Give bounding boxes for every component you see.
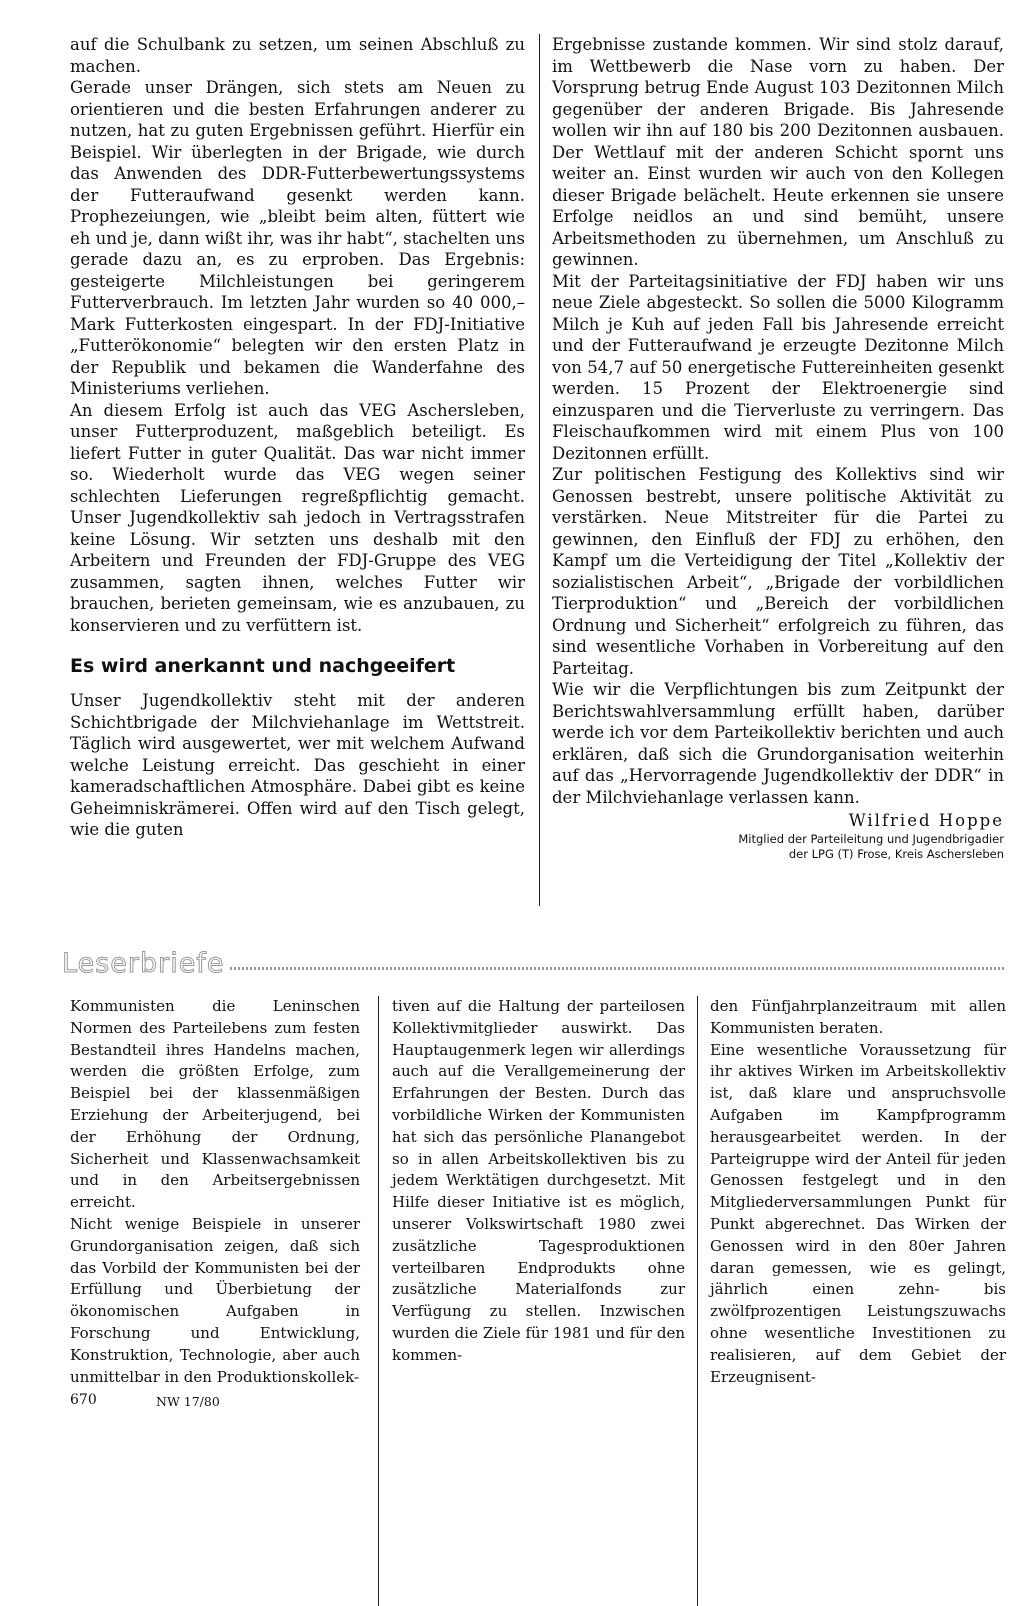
- paragraph: Gerade unser Drängen, sich stets am Neuen zu orientieren und die besten Erfahrungen anderer zu nutzen, hat zu guten Ergebnissen geführt. Hierfür ein Beispiel. Wir überlegten in der Brigade, wie durch das Anwenden des DDR-Futterbewertungssystems der Futteraufwand gesenkt werden kann. Prophezeiungen, wie „bleibt beim alten, füttert wie eh und je, dann wißt ihr, was ihr habt“, stachelten uns gerade dazu an, es zu erproben. Das Ergebnis: gesteigerte Milchleistungen bei geringerem Futterverbrauch. Im letzten Jahr wurden so 40 000,– Mark Futterkosten eingespart. In der FDJ-Initiative „Futterökonomie“ belegten wir den ersten Platz in der Republik und bekamen die Wanderfahne des Ministeriums verliehen.: [70, 78, 525, 398]
- column-divider: [697, 996, 698, 1606]
- paragraph: den Fünfjahrplanzeitraum mit allen Kommunisten beraten.: [710, 997, 1006, 1037]
- paragraph: Mit der Parteitagsinitiative der FDJ haben wir uns neue Ziele abgesteckt. So sollen die 5000 Kilogramm Milch je Kuh auf jeden Fall bis Jahresende erreicht und der Futteraufwand je erzeugte Dezitonne Milch von 54,7 auf 50 energetische Futtereinheiten gesenkt werden. 15 Prozent der Elektroenergie sind einzusparen und die Tierverluste zu verringern. Das Fleischaufkommen wird mit einem Plus von 100 Dezitonnen erfüllt.: [552, 271, 1004, 463]
- article-column-right: [552, 34, 1004, 862]
- issue-number: NW 17/80: [156, 1394, 220, 1409]
- paragraph: Unser Jugendkollektiv steht mit der anderen Schichtbrigade der Milchviehanlage im Wettstreit. Täglich wird ausgewertet, wer mit welchem Aufwand welche Leistung erreicht. Das geschieht in einer kameradschaftlichen Atmosphäre. Dabei gibt es keine Geheimniskrämerei. Offen wird auf den Tisch gelegt, wie die guten: [70, 691, 525, 839]
- paragraph: Ergebnisse zustande kommen. Wir sind stolz darauf, im Wettbewerb die Nase vorn zu haben. Der Vorsprung betrug Ende August 103 Dezitonnen Milch gegenüber der anderen Brigade. Bis Jahresende wollen wir ihn auf 180 bis 200 Dezitonnen ausbauen. Der Wettlauf mit der anderen Schicht spornt uns weiter an. Einst wurden wir auch von den Kollegen dieser Brigade belächelt. Heute erkennen sie unsere Erfolge neidlos an und sind bemüht, unsere Arbeitsmethoden zu übernehmen, um Anschluß zu gewinnen.: [552, 35, 1004, 269]
- paragraph: Kommunisten die Leninschen Normen des Parteilebens zum festen Bestandteil ihres Handelns machen, werden die größten Erfolge, zum Beispiel bei der klassenmäßigen Erziehung der Arbeiterjugend, bei der Erhöhung der Ordnung, Sicherheit und Klassenwachsamkeit und in den Arbeitsergebnissen erreicht.: [70, 997, 360, 1212]
- section-header: [62, 948, 1006, 982]
- paragraph: Zur politischen Festigung des Kollektivs sind wir Genossen bestrebt, unsere politische Aktivität zu verstärken. Neue Mitstreiter für die Partei zu gewinnen, den Einfluß der FDJ zu erhöhen, den Kampf um die Verteidigung der Titel „Kollektiv der sozialistischen Arbeit“, „Brigade der vorbildlichen Tierproduktion“ und „Bereich der vorbildlichen Ordnung und Sicherheit“ erfolgreich zu führen, das sind wesentliche Vorhaben in Vorbereitung auf den Parteitag.: [552, 465, 1004, 678]
- paragraph: auf die Schulbank zu setzen, um seinen Abschluß zu machen.: [70, 35, 525, 76]
- page-number: 670: [70, 1392, 97, 1408]
- section-heading: Es wird anerkannt und nachgeeifert: [70, 655, 456, 677]
- letters-column-2: [392, 996, 685, 1367]
- paragraph: tiven auf die Haltung der parteilosen Kollektivmitglieder auswirkt. Das Hauptaugenmerk legen wir allerdings auch auf die Verallgemeinerung der Erfahrungen der Besten. Durch das vorbildliche Wirken der Kommunisten hat sich das persönliche Planangebot so in allen Arbeitskollektiven bis zu jedem Werktätigen durchgesetzt. Mit Hilfe dieser Initiative ist es möglich, unserer Volkswirtschaft 1980 zwei zusätzliche Tagesproduktionen verteilbaren Endprodukts ohne zusätzliche Materialfonds zur Verfügung zu stellen. Inzwischen wurden die Ziele für 1981 und für den kommen-: [392, 997, 685, 1364]
- paragraph: Eine wesentliche Voraussetzung für ihr aktives Wirken im Arbeitskollektiv ist, daß klare und anspruchsvolle Aufgaben im Kampfprogramm herausgearbeitet werden. In der Parteigruppe wird der Anteil für jeden Genossen festgelegt und in den Mitgliederversammlungen Punkt für Punkt abgerechnet. Das Wirken der Genossen wird in den 80er Jahren daran gemessen, wie es gelingt, jährlich einen zehn- bis zwölfprozentigen Leistungszuwachs ohne wesentliche Investitionen zu realisieren, auf dem Gebiet der Erzeugnisent-: [710, 1040, 1006, 1386]
- letters-column-1: [70, 996, 360, 1388]
- column-divider: [539, 34, 540, 906]
- article-column-left: [70, 34, 525, 841]
- section-title: Leserbriefe: [62, 948, 225, 979]
- letters-column-3: [710, 996, 1006, 1388]
- paragraph: Nicht wenige Beispiele in unserer Grundorganisation zeigen, daß sich das Vorbild der Kommunisten bei der Erfüllung und Überbietung der ökonomischen Aufgaben in Forschung und Entwicklung, Konstruktion, Technologie, aber auch unmittelbar in den Produktionskollek-: [70, 1214, 360, 1386]
- paragraph: An diesem Erfolg ist auch das VEG Aschersleben, unser Futterproduzent, maßgeblich beteiligt. Es liefert Futter in guter Qualität. Das war nicht immer so. Wiederholt wurde das VEG wegen seiner schlechten Lieferungen regreßpflichtig gemacht. Unser Jugendkollektiv sah jedoch in Vertragsstrafen keine Lösung. Wir setzten uns deshalb mit den Arbeitern und Freunden der FDJ-Gruppe des VEG zusammen, sagten ihnen, welches Futter wir brauchen, berieten gemeinsam, wie es anzubauen, zu konservieren und zu verfüttern ist.: [70, 400, 525, 635]
- author-signature: Wilfried Hoppe: [848, 811, 1004, 830]
- section-dotted-rule: [230, 967, 1006, 970]
- column-divider: [378, 996, 379, 1606]
- paragraph: Wie wir die Verpflichtungen bis zum Zeitpunkt der Berichtswahlversammlung erfüllt haben, darüber werde ich vor dem Parteikollektiv berichten und auch erklären, daß sich die Grundorganisation weiterhin auf das „Hervorragende Jugendkollektiv der DDR“ in der Milchviehanlage verlassen kann.: [552, 680, 1004, 807]
- author-affiliation: der LPG (T) Frose, Kreis Aschersleben: [788, 846, 1004, 861]
- author-role: Mitglied der Parteileitung und Jugendbrigadier: [738, 831, 1004, 846]
